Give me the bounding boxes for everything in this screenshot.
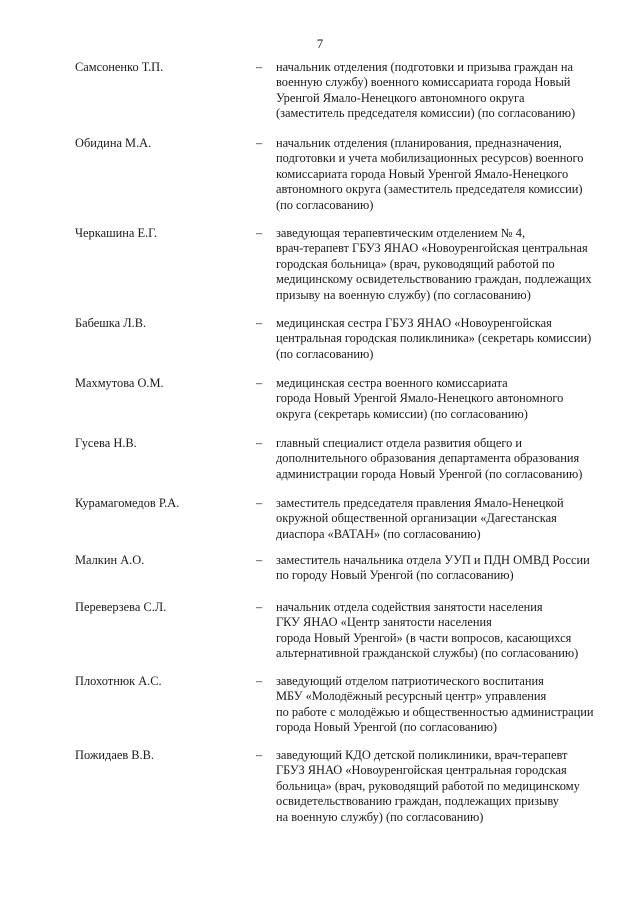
- role-description-line: Уренгой Ямало-Ненецкого автономного округа: [276, 90, 525, 105]
- member-name: Бабешка Л.В.: [75, 316, 147, 330]
- member-name: Махмутова О.М.: [75, 376, 164, 390]
- role-description-line: заведующий КДО детской поликлиники, врач-терапевт: [276, 748, 568, 762]
- role-description-line: дополнительного образования департамента образования: [276, 451, 580, 466]
- role-description-line: (по согласованию): [276, 197, 374, 212]
- member-name: Пожидаев В.В.: [75, 748, 155, 762]
- member-role-description: [276, 376, 616, 422]
- entry-dash: –: [256, 226, 263, 240]
- member-role-description: [276, 496, 616, 542]
- role-description-line: заведующий отделом патриотического воспитания: [276, 674, 544, 688]
- role-description-line: ГКУ ЯНАО «Центр занятости населения: [276, 615, 492, 630]
- entry-dash: –: [256, 553, 263, 567]
- member-role-description: [276, 674, 616, 736]
- entry-dash: –: [256, 136, 263, 150]
- member-role-description: [276, 226, 616, 303]
- role-description-line: больница» (врач, руководящий работой по медицинскому: [276, 778, 580, 793]
- entry-dash: –: [256, 376, 263, 390]
- role-description-line: начальник отдела содействия занятости населения: [276, 600, 543, 614]
- role-description-line: (по согласованию): [276, 346, 374, 361]
- entry-dash: –: [256, 748, 263, 762]
- role-description-line: города Новый Уренгой (по согласованию): [276, 720, 498, 735]
- role-description-line: призыву на военную службу) (по согласованию): [276, 287, 531, 302]
- role-description-line: подготовки и учета мобилизационных ресурсов) военного: [276, 151, 584, 166]
- role-description-line: заместитель начальника отдела УУП и ПДН ОМВД России: [276, 553, 590, 567]
- role-description-line: центральная городская поликлиника» (секретарь комиссии): [276, 331, 592, 346]
- entry-dash: –: [256, 316, 263, 330]
- member-name: Плохотнюк А.С.: [75, 674, 162, 688]
- role-description-line: альтернативной гражданской службы) (по согласованию): [276, 646, 579, 661]
- member-name: Переверзева С.Л.: [75, 600, 167, 614]
- role-description-line: по городу Новый Уренгой (по согласованию): [276, 568, 514, 583]
- entry-dash: –: [256, 674, 263, 688]
- member-role-description: [276, 316, 616, 362]
- role-description-line: начальник отделения (подготовки и призыва граждан на: [276, 60, 573, 74]
- role-description-line: заведующая терапевтическим отделением № 4,: [276, 226, 526, 240]
- member-role-description: [276, 436, 616, 482]
- member-name: Курамагомедов Р.А.: [75, 496, 180, 510]
- page-number: 7: [316, 36, 324, 51]
- entry-dash: –: [256, 436, 263, 450]
- role-description-line: комиссариата города Новый Уренгой Ямало-Ненецкого: [276, 166, 569, 181]
- role-description-line: ГБУЗ ЯНАО «Новоуренгойская центральная городская: [276, 763, 567, 778]
- role-description-line: медицинскому освидетельствованию граждан, подлежащих: [276, 272, 592, 287]
- role-description-line: по работе с молодёжью и общественностью администрации: [276, 704, 594, 719]
- role-description-line: МБУ «Молодёжный ресурсный центр» управления: [276, 689, 547, 704]
- role-description-line: врач-терапевт ГБУЗ ЯНАО «Новоуренгойская центральная: [276, 241, 588, 256]
- role-description-line: на военную службу) (по согласованию): [276, 809, 484, 824]
- role-description-line: города Новый Уренгой Ямало-Ненецкого автономного: [276, 391, 564, 406]
- member-name: Черкашина Е.Г.: [75, 226, 158, 240]
- role-description-line: администрации города Новый Уренгой (по согласованию): [276, 466, 583, 481]
- role-description-line: медицинская сестра ГБУЗ ЯНАО «Новоуренгойская: [276, 316, 552, 330]
- role-description-line: главный специалист отдела развития общего и: [276, 436, 523, 450]
- role-description-line: освидетельствованию граждан, подлежащих призыву: [276, 794, 559, 809]
- member-name: Гусева Н.В.: [75, 436, 137, 450]
- role-description-line: окружной общественной организации «Дагестанская: [276, 511, 557, 526]
- member-name: Малкин А.О.: [75, 553, 145, 567]
- role-description-line: округа (секретарь комиссии) (по согласованию): [276, 406, 528, 421]
- member-role-description: [276, 60, 616, 122]
- role-description-line: начальник отделения (планирования, предназначения,: [276, 136, 562, 150]
- member-role-description: [276, 600, 616, 662]
- role-description-line: заместитель председателя правления Ямало-Ненецкой: [276, 496, 564, 510]
- role-description-line: городская больница» (врач, руководящий работой по: [276, 256, 555, 271]
- member-role-description: [276, 748, 616, 825]
- member-role-description: [276, 136, 616, 213]
- role-description-line: (заместитель председателя комиссии) (по согласованию): [276, 106, 576, 121]
- member-name: Самсоненко Т.П.: [75, 60, 164, 74]
- role-description-line: военную службу) военного комиссариата города Новый: [276, 75, 571, 90]
- member-role-description: [276, 553, 616, 584]
- role-description-line: медицинская сестра военного комиссариата: [276, 376, 508, 390]
- entry-dash: –: [256, 496, 263, 510]
- role-description-line: диаспора «ВАТАН» (по согласованию): [276, 526, 481, 541]
- entry-dash: –: [256, 600, 263, 614]
- role-description-line: автономного округа (заместитель председателя комиссии): [276, 182, 583, 197]
- member-name: Обидина М.А.: [75, 136, 152, 150]
- role-description-line: города Новый Уренгой» (в части вопросов, касающихся: [276, 630, 572, 645]
- entry-dash: –: [256, 60, 263, 74]
